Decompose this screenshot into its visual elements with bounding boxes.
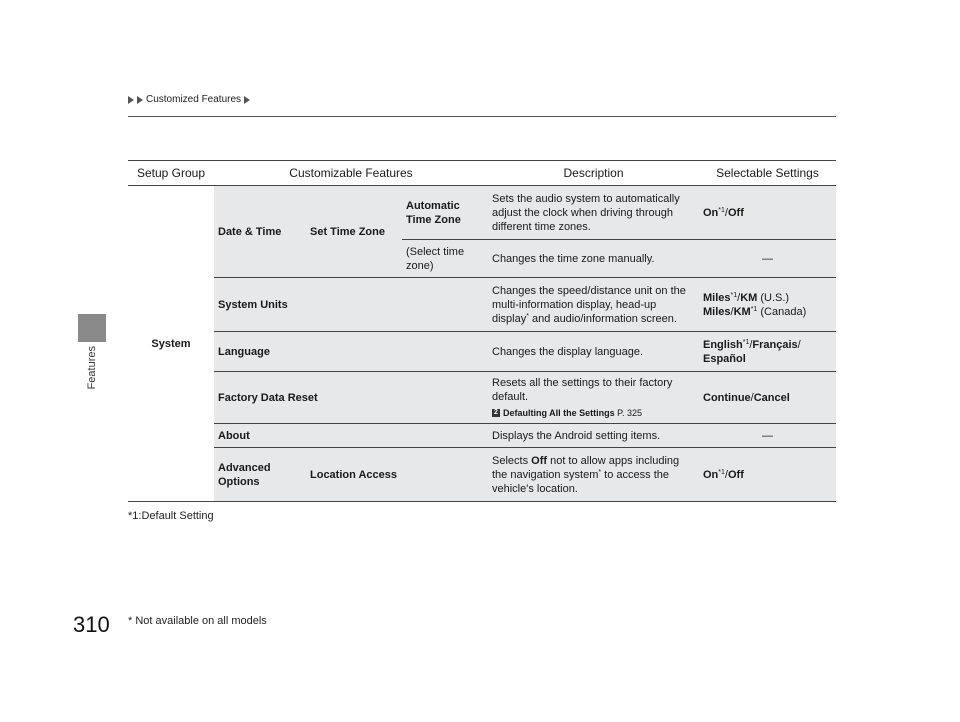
section-tab-marker bbox=[78, 314, 106, 342]
settings-system-units: Miles$^{*1}$/KM (U.S.) Miles/KM$^{*1}$ (Canada) bbox=[699, 278, 836, 332]
customizable-features-table bbox=[128, 160, 836, 502]
settings-location-access: On$^{*1}$/Off bbox=[699, 448, 836, 502]
settings-select-time-zone: — bbox=[699, 240, 836, 278]
feature-advanced-options: Advanced Options bbox=[214, 448, 306, 502]
availability-marker: * bbox=[526, 312, 529, 320]
header-rule bbox=[128, 116, 836, 117]
table-row bbox=[128, 448, 836, 502]
description-text: Resets all the settings to their factory default. bbox=[492, 376, 673, 403]
description-emphasis: Off bbox=[531, 454, 548, 467]
setting-km: KM bbox=[740, 291, 758, 304]
settings-automatic-time-zone: On$^{*1}$/Off bbox=[699, 186, 836, 240]
feature-automatic-time-zone: Automatic Time Zone bbox=[402, 186, 488, 240]
reference-arrow-icon: 2 bbox=[492, 409, 500, 417]
setting-francais: Français bbox=[752, 338, 798, 351]
feature-language: Language bbox=[214, 332, 488, 372]
feature-location-access: Location Access bbox=[306, 448, 488, 502]
header-description: Description bbox=[488, 161, 699, 186]
cross-reference-link[interactable] bbox=[492, 406, 695, 420]
region-label: (Canada) bbox=[757, 305, 807, 318]
header-selectable-settings: Selectable Settings bbox=[699, 161, 836, 186]
breadcrumb-arrow-icon bbox=[137, 96, 143, 104]
table-row bbox=[128, 186, 836, 240]
default-setting-footnote: *1:Default Setting bbox=[128, 510, 214, 522]
feature-system-units: System Units bbox=[214, 278, 488, 332]
section-label: Features bbox=[86, 346, 98, 390]
setting-english: English bbox=[703, 338, 743, 351]
availability-footnote: * Not available on all models bbox=[128, 615, 267, 627]
description-text: and audio/information screen. bbox=[528, 312, 677, 325]
description-text: Changes the speed/distance unit on the multi-information display, head-up display bbox=[492, 284, 686, 325]
description-language: Changes the display language. bbox=[488, 332, 699, 372]
default-marker: *1 bbox=[718, 468, 725, 476]
description-text: to access the vehicle's location. bbox=[492, 468, 669, 495]
settings-factory-data-reset: Continue/Cancel bbox=[699, 372, 836, 424]
feature-about: About bbox=[214, 424, 488, 448]
feature-set-time-zone: Set Time Zone bbox=[306, 186, 402, 278]
default-marker: *1 bbox=[730, 291, 738, 299]
breadcrumb-arrow-icon bbox=[128, 96, 134, 104]
default-marker: *1 bbox=[742, 338, 750, 346]
default-marker: *1 bbox=[718, 206, 725, 214]
setting-continue: Continue bbox=[703, 391, 751, 404]
header-customizable-features: Customizable Features bbox=[214, 161, 488, 186]
breadcrumb-text: Customized Features bbox=[146, 94, 242, 105]
setting-km: KM bbox=[733, 305, 751, 318]
description-location-access bbox=[488, 448, 699, 502]
default-marker: *1 bbox=[750, 305, 758, 313]
setting-on: On bbox=[703, 468, 719, 481]
setting-miles: Miles bbox=[703, 305, 731, 318]
description-select-time-zone: Changes the time zone manually. bbox=[488, 240, 699, 278]
setting-off: Off bbox=[727, 206, 744, 219]
region-label: (U.S.) bbox=[757, 291, 790, 304]
reference-page: P. 325 bbox=[614, 407, 643, 418]
settings-about: — bbox=[699, 424, 836, 448]
availability-marker: * bbox=[598, 468, 602, 476]
feature-factory-data-reset: Factory Data Reset bbox=[214, 372, 488, 424]
feature-date-time: Date & Time bbox=[214, 186, 306, 278]
description-factory-data-reset bbox=[488, 372, 699, 424]
setting-miles: Miles bbox=[703, 291, 731, 304]
setting-on: On bbox=[703, 206, 719, 219]
table-row bbox=[128, 372, 836, 424]
reference-title: Defaulting All the Settings bbox=[503, 407, 615, 418]
page-number: 310 bbox=[73, 612, 110, 637]
table-row bbox=[128, 332, 836, 372]
description-text: Selects bbox=[492, 454, 532, 467]
feature-select-time-zone: (Select time zone) bbox=[402, 240, 488, 278]
settings-language: English$^{*1}$/Français/ Español bbox=[699, 332, 836, 372]
description-text: not to allow apps including the navigation system bbox=[492, 454, 680, 481]
description-about: Displays the Android setting items. bbox=[488, 424, 699, 448]
description-system-units bbox=[488, 278, 699, 332]
setting-off: Off bbox=[727, 468, 744, 481]
table-row bbox=[128, 278, 836, 332]
setting-espanol: Español bbox=[703, 352, 746, 365]
header-setup-group: Setup Group bbox=[128, 161, 214, 186]
description-automatic-time-zone: Sets the audio system to automatically adjust the clock when driving through different time zones. bbox=[488, 186, 699, 240]
setting-cancel: Cancel bbox=[753, 391, 790, 404]
table-header-row bbox=[128, 161, 836, 186]
breadcrumb bbox=[128, 94, 250, 105]
breadcrumb-arrow-icon bbox=[244, 96, 250, 104]
setup-group-system: System bbox=[128, 186, 214, 502]
table-row bbox=[128, 424, 836, 448]
